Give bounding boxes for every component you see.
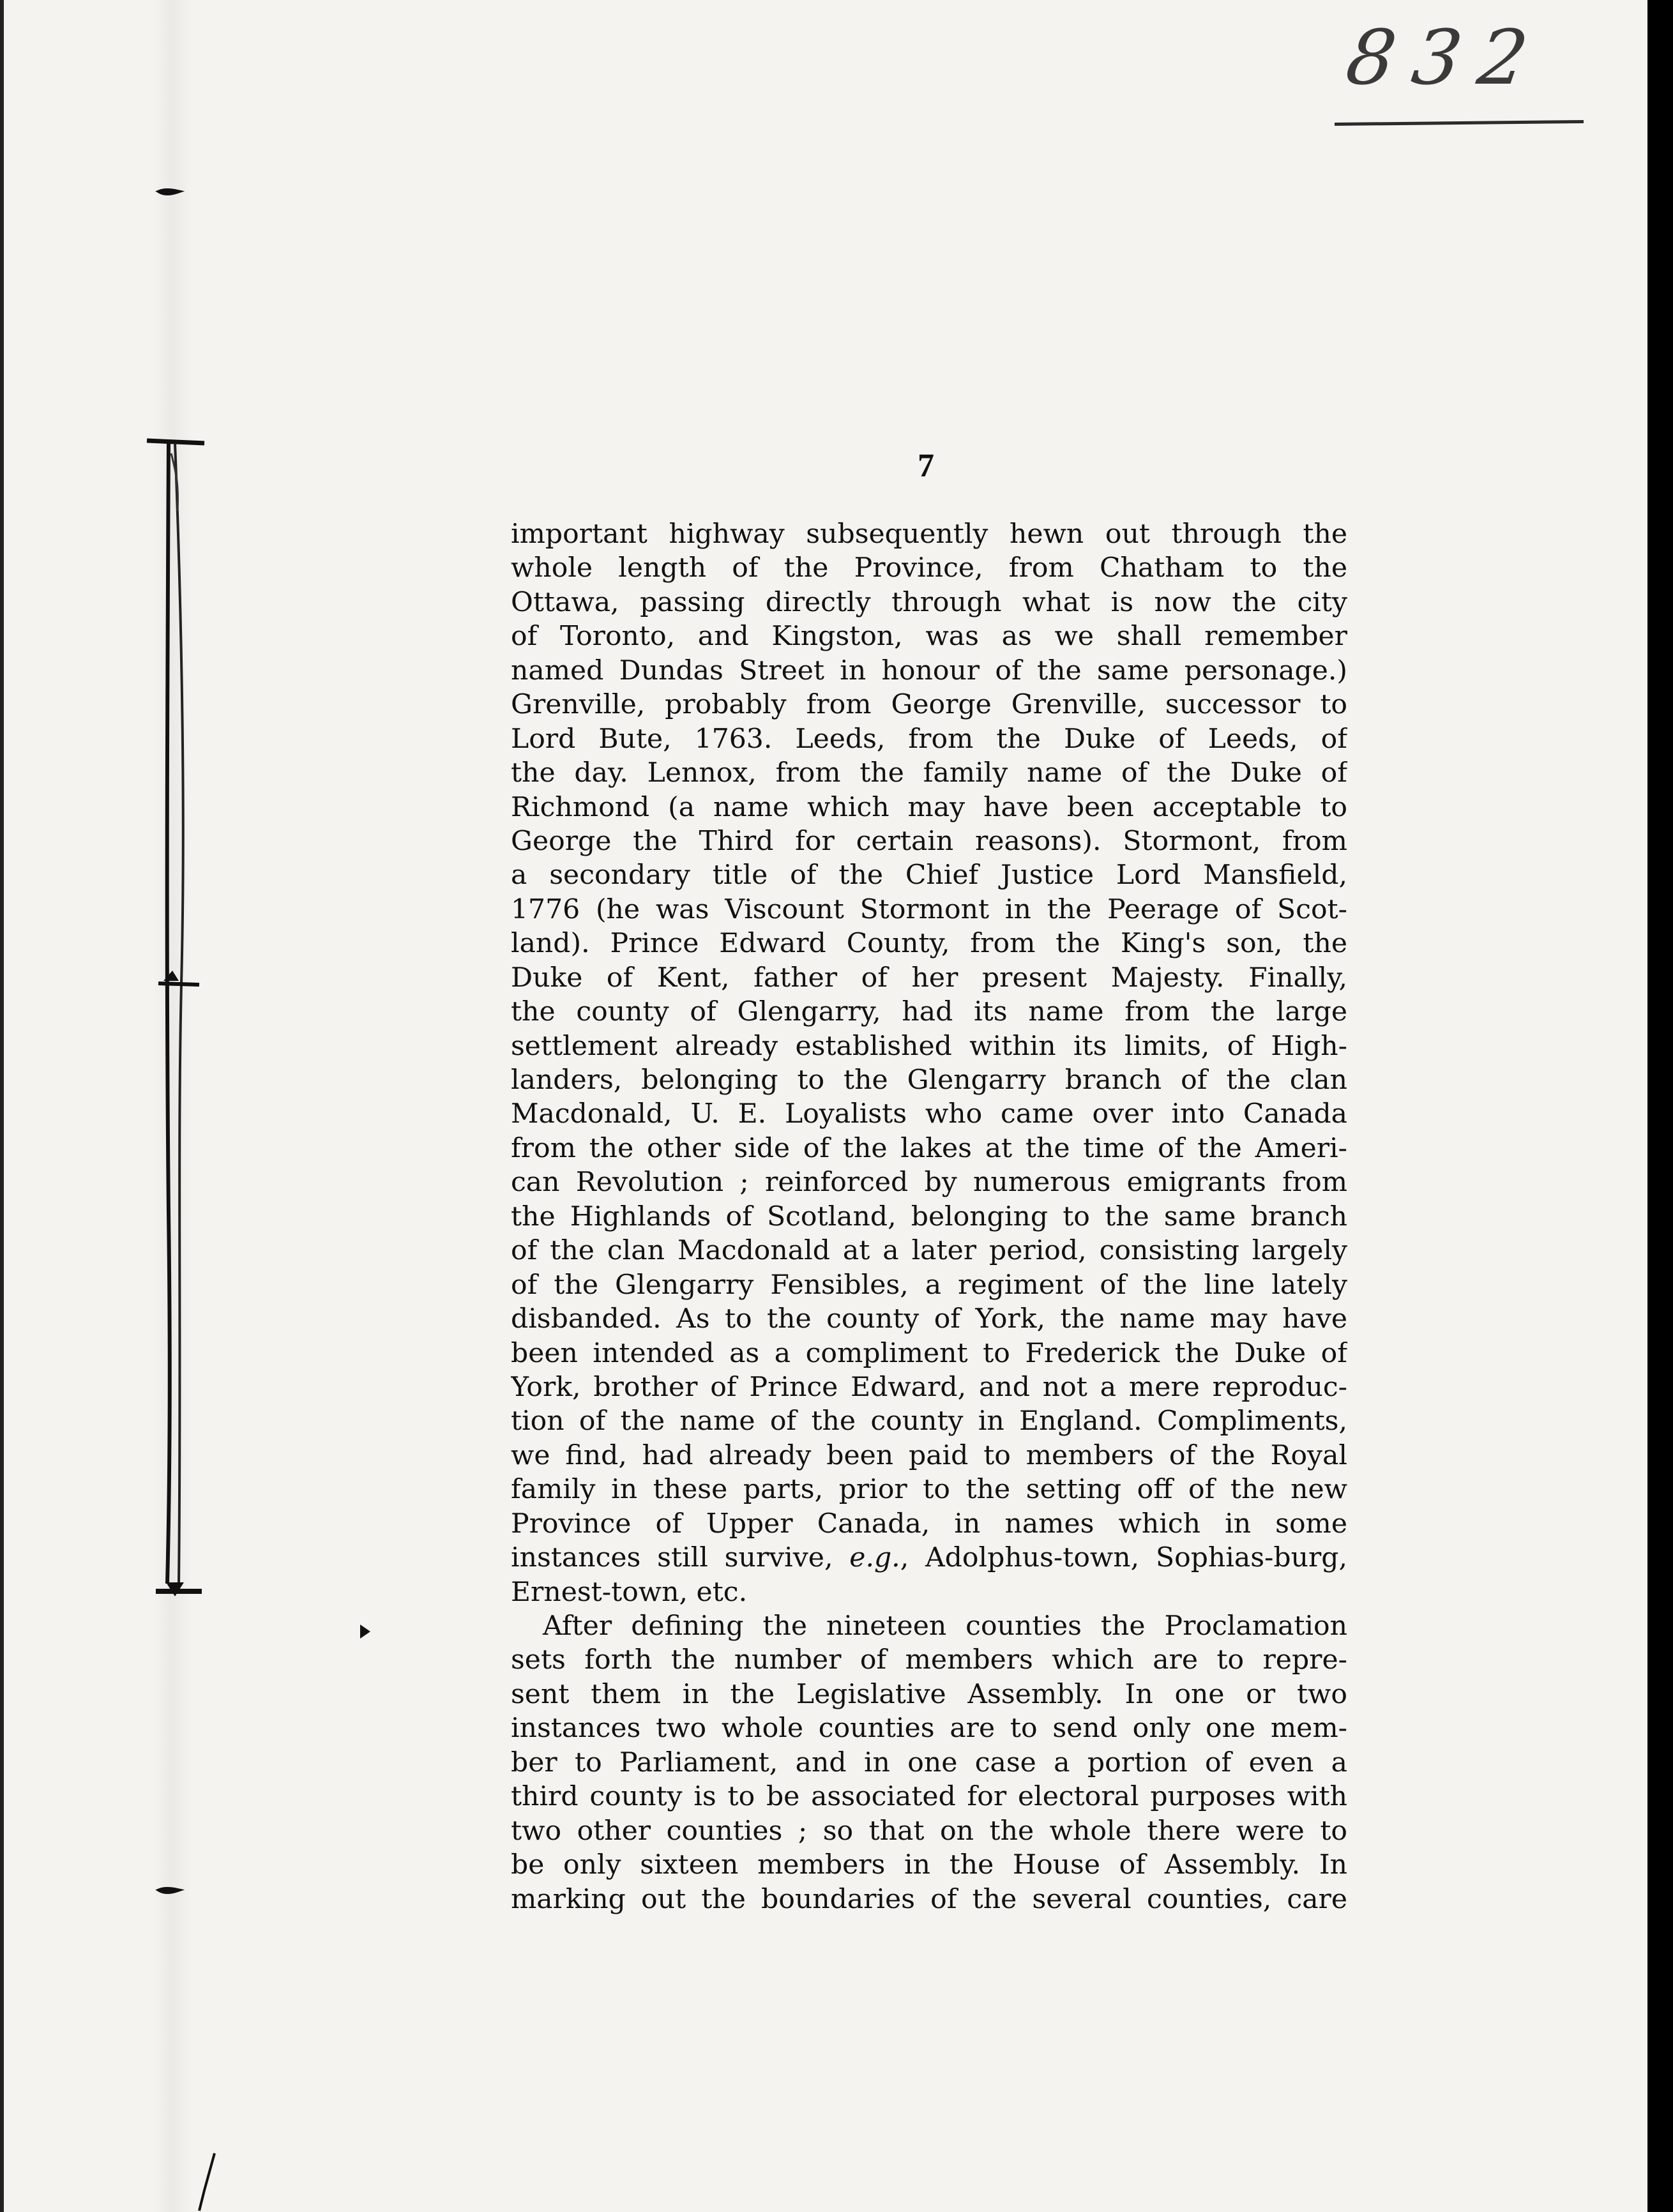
- text-line: settlement already established within its limits, of High-: [511, 1030, 1347, 1062]
- text-line: of Toronto, and Kingston, was as we shall remember: [511, 621, 1347, 653]
- text-line: Macdonald, U. E. Loyalists who came over into Canada: [511, 1098, 1347, 1130]
- text-line: whole length of the Province, from Chatham to the: [511, 552, 1347, 584]
- page-left-edge: [0, 0, 4, 2212]
- stitch-hole-mark: [160, 190, 178, 193]
- text-line: Province of Upper Canada, in names which in some: [511, 1508, 1347, 1540]
- margin-pointer-mark: [359, 1623, 372, 1640]
- text-line: the Highlands of Scotland, belonging to the same branch: [511, 1201, 1347, 1232]
- text-line: can Revolution ; reinforced by numerous emigrants from: [511, 1167, 1347, 1199]
- text-line: land). Prince Edward County, from the King's son, the: [511, 928, 1347, 960]
- text-run: , Adolphus-town, Sophias-burg,: [900, 1542, 1347, 1574]
- text-line: sets forth the number of members which are to repre-: [511, 1644, 1347, 1676]
- text-line: Lord Bute, 1763. Leeds, from the Duke of Leeds, of: [511, 723, 1347, 755]
- text-line: from the other side of the lakes at the time of the Ameri-: [511, 1132, 1347, 1164]
- text-line: been intended as a compliment to Frederick the Duke of: [511, 1337, 1347, 1369]
- text-line: instances two whole counties are to send only one mem-: [511, 1713, 1347, 1745]
- text-line: ber to Parliament, and in one case a portion of even a: [511, 1746, 1347, 1778]
- text-line: of the Glengarry Fensibles, a regiment of the line lately: [511, 1269, 1347, 1301]
- text-line: third county is to be associated for electoral purposes with: [511, 1781, 1347, 1813]
- text-line: the county of Glengarry, had its name from the large: [511, 996, 1347, 1028]
- text-line: landers, belonging to the Glengarry branch of the clan: [511, 1064, 1347, 1096]
- page-number: 7: [918, 448, 934, 484]
- text-line: Ottawa, passing directly through what is now the city: [511, 586, 1347, 618]
- text-line: family in these parts, prior to the setting off of the new: [511, 1474, 1347, 1506]
- text-line: a secondary title of the Chief Justice Lord Mansfield,: [511, 860, 1347, 891]
- text-line: Grenville, probably from George Grenville, successor to: [511, 689, 1347, 721]
- text-line: important highway subsequently hewn out through the: [511, 519, 1347, 550]
- stitch-middle-bar: [158, 983, 199, 985]
- text-line: two other counties ; so that on the whole there were to: [511, 1815, 1347, 1847]
- paragraph-first-line: After defining the nineteen counties the Proclamation: [543, 1610, 1347, 1642]
- text-line: disbanded. As to the county of York, the name may have: [511, 1303, 1347, 1335]
- text-line: George the Third for certain reasons). Stormont, from: [511, 825, 1347, 857]
- text-line: sent them in the Legislative Assembly. In one or two: [511, 1678, 1347, 1710]
- scan-corner-mark: [198, 2152, 217, 2212]
- body-text: [511, 517, 1347, 1986]
- text-line: Duke of Kent, father of her present Majesty. Finally,: [511, 962, 1347, 994]
- text-run: instances still survive,: [511, 1542, 850, 1574]
- text-line: named Dundas Street in honour of the same personage.): [511, 655, 1347, 686]
- handwritten-folio-number: 832: [1341, 13, 1551, 102]
- text-line: of the clan Macdonald at a later period, consisting largely: [511, 1235, 1347, 1267]
- stitch-thread-right: [175, 443, 183, 1584]
- italic-abbreviation: e.g.: [849, 1542, 900, 1574]
- text-line: tion of the name of the county in England. Compliments,: [511, 1405, 1347, 1437]
- stitch-thread-left: [167, 441, 170, 1584]
- text-line: the day. Lennox, from the family name of the Duke of: [511, 757, 1347, 789]
- text-line: marking out the boundaries of the several counties, care: [511, 1883, 1347, 1915]
- text-line: Richmond (a name which may have been acceptable to: [511, 791, 1347, 823]
- binding-stitch-thread: [140, 0, 230, 2212]
- text-line: York, brother of Prince Edward, and not a mere reproduc-: [511, 1371, 1347, 1403]
- text-line: we find, had already been paid to members of the Royal: [511, 1439, 1347, 1471]
- paragraph-last-line: Ernest-town, etc.: [511, 1576, 748, 1608]
- text-line: 1776 (he was Viscount Stormont in the Peerage of Scot-: [511, 893, 1347, 925]
- stitch-top-bar: [147, 441, 204, 443]
- text-line: be only sixteen members in the House of Assembly. In: [511, 1849, 1347, 1881]
- stitch-hole-mark: [160, 1889, 178, 1892]
- text-line: [511, 1541, 1347, 1575]
